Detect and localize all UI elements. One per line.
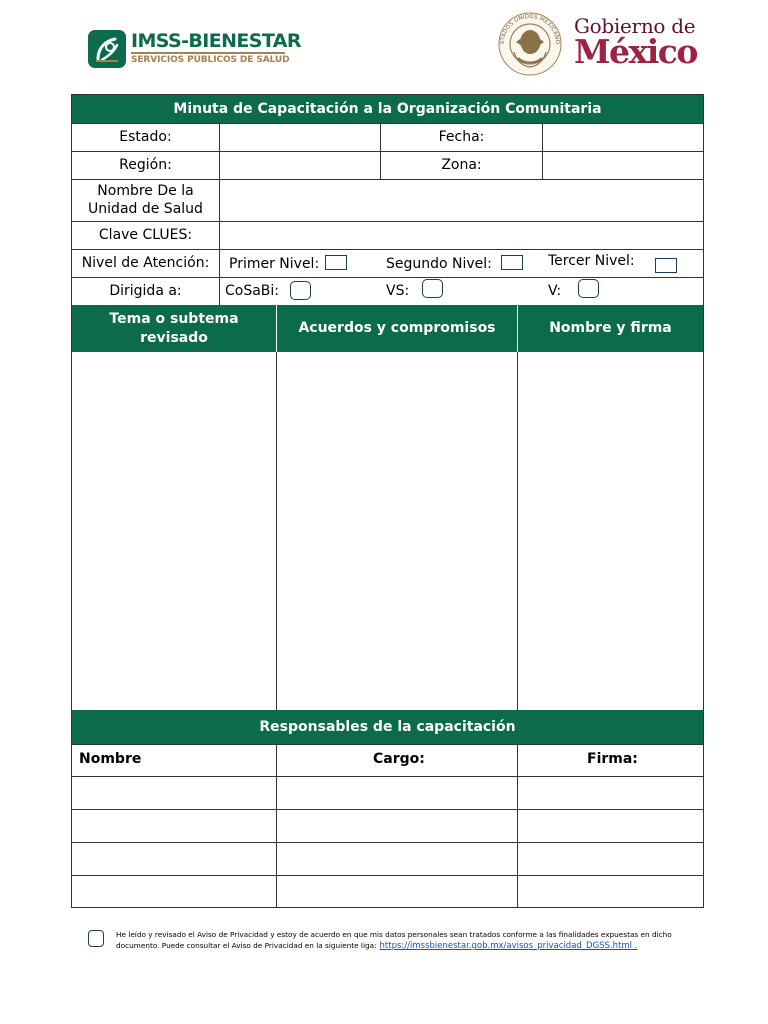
vs-label: VS: [386, 283, 410, 299]
segundo-nivel-checkbox[interactable] [501, 255, 523, 270]
resp-nombre-header: Nombre [79, 751, 142, 767]
clues-field[interactable] [220, 221, 703, 249]
resp-firma-header: Firma: [587, 751, 638, 767]
unidad-salud-field[interactable] [220, 179, 703, 221]
gobierno-de-mexico-logo [574, 14, 704, 70]
resp-row-4-nombre[interactable] [72, 876, 276, 907]
tercer-nivel-checkbox[interactable] [655, 258, 677, 273]
imss-name: IMSS-BIENESTAR [131, 30, 301, 52]
resp-row-3-cargo[interactable] [277, 843, 517, 875]
segundo-nivel-label: Segundo Nivel: [386, 256, 492, 272]
clues-label: Clave CLUES: [98, 226, 193, 243]
mexico-text: México [574, 32, 697, 71]
dirigida-label: Dirigida a: [109, 282, 182, 299]
resp-row-2-nombre[interactable] [72, 810, 276, 842]
resp-row-1-nombre[interactable] [72, 777, 276, 809]
region-label: Región: [119, 156, 172, 173]
gobierno-de-text: Gobierno de [574, 14, 696, 38]
fecha-label: Fecha: [438, 128, 485, 145]
resp-row-1-cargo[interactable] [277, 777, 517, 809]
tema-content-area[interactable] [72, 352, 276, 710]
tercer-nivel-label: Tercer Nivel: [548, 253, 635, 269]
v-checkbox[interactable] [578, 279, 599, 298]
resp-cargo-header: Cargo: [373, 751, 425, 767]
imss-subtitle: SERVICIOS PÚBLICOS DE SALUD [131, 55, 290, 65]
nombre-firma-content-area[interactable] [518, 352, 703, 710]
estado-field[interactable] [220, 123, 380, 151]
primer-nivel-checkbox[interactable] [325, 255, 347, 270]
region-field[interactable] [220, 151, 380, 179]
privacy-notice [116, 929, 716, 952]
zona-label: Zona: [441, 156, 482, 173]
col-nombre-firma-header: Nombre y firma [518, 305, 703, 352]
nivel-atencion-label: Nivel de Atención: [81, 254, 210, 271]
privacy-link[interactable]: https://imssbienestar.gob.mx/avisos_privacidad_DGSS.html . [379, 941, 638, 951]
resp-row-4-firma[interactable] [518, 876, 703, 907]
estado-label: Estado: [119, 128, 172, 145]
training-minutes-form [71, 94, 704, 908]
primer-nivel-label: Primer Nivel: [229, 256, 320, 272]
v-label: V: [548, 283, 562, 299]
fecha-field[interactable] [543, 123, 703, 151]
privacy-text: He leído y revisado el Aviso de Privacidad y estoy de acuerdo en que mis datos personales sean tratados conforme a las finalidades expuestas en dicho documento. Puede consultar el Aviso de Privacidad en la siguiente liga: [116, 930, 672, 950]
national-seal-icon [496, 6, 564, 78]
resp-row-4-cargo[interactable] [277, 876, 517, 907]
unidad-salud-label: Nombre De la Unidad de Salud [88, 182, 203, 217]
vs-checkbox[interactable] [422, 279, 443, 298]
acuerdos-content-area[interactable] [277, 352, 517, 710]
resp-row-3-nombre[interactable] [72, 843, 276, 875]
cosabi-checkbox[interactable] [290, 281, 311, 300]
privacy-consent-checkbox[interactable] [88, 930, 104, 947]
zona-field[interactable] [543, 151, 703, 179]
resp-row-3-firma[interactable] [518, 843, 703, 875]
col-tema-header: Tema o subtema revisado [72, 305, 276, 352]
resp-row-2-firma[interactable] [518, 810, 703, 842]
imss-bienestar-logo [88, 30, 301, 70]
seal-text: STADOS UNIDOS MEXICANO [499, 13, 561, 45]
resp-row-2-cargo[interactable] [277, 810, 517, 842]
cosabi-label: CoSaBi: [225, 283, 280, 299]
col-acuerdos-header: Acuerdos y compromisos [277, 305, 517, 352]
responsables-title: Responsables de la capacitación [72, 710, 703, 744]
imss-divider [131, 52, 285, 54]
form-title: Minuta de Capacitación a la Organización Comunitaria [72, 95, 703, 123]
resp-row-1-firma[interactable] [518, 777, 703, 809]
imss-emblem-icon [88, 30, 126, 68]
